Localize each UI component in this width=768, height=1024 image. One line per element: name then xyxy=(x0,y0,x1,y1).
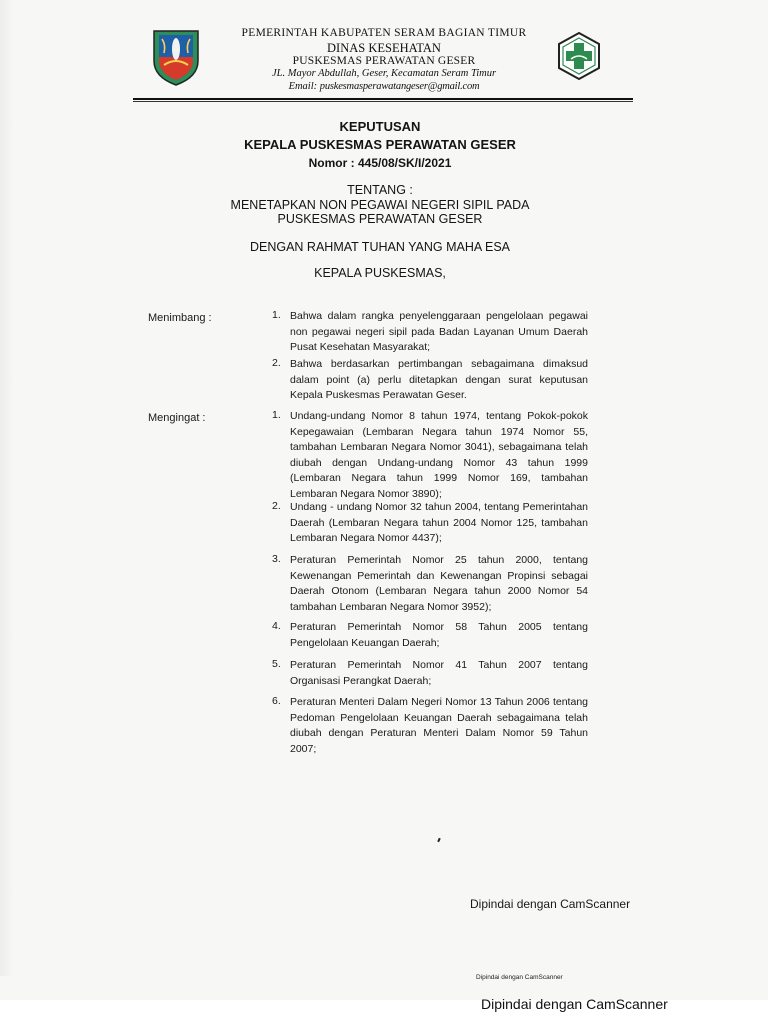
letterhead-rule-thin xyxy=(133,101,633,102)
item-text: Undang-undang Nomor 8 tahun 1974, tentang Pokok-pokok Kepegawaian (Lembaran Negara tahun 1974 Nomor 55, tambahan Lembaran Negara Nomor 3041), sebagaimana telah diubah dengan Undang-undang Nomor 43 tahun 1999 (Lembaran Negara tahun 1999 Nomor 169, tambahan Lembaran Negara Nomor 3890); xyxy=(290,410,588,500)
tentang-heading: TENTANG : xyxy=(347,183,413,197)
email-value: puskesmasperawatangeser@gmail.com xyxy=(319,81,480,92)
item-text: Peraturan Menteri Dalam Negeri Nomor 13 Tahun 2006 tentang Pedoman Pengelolaan Keuangan Daerah sebagaimana telah diubah dengan Peraturan Menteri Dalam Nomor 59 Tahun 2007; xyxy=(290,696,588,755)
email-label: Email: xyxy=(288,81,318,92)
item-number: 5. xyxy=(272,658,281,670)
letterhead-email xyxy=(0,81,768,92)
invocation: DENGAN RAHMAT TUHAN YANG MAHA ESA xyxy=(249,240,510,254)
letterhead-rule xyxy=(133,98,633,100)
letterhead-institution: PUSKESMAS PERAWATAN GESER xyxy=(292,55,476,67)
item-text: Peraturan Pemerintah Nomor 41 Tahun 2007 tentang Organisasi Perangkat Daerah; xyxy=(290,659,588,687)
mengingat-label: Mengingat : xyxy=(148,412,206,424)
item-text: Undang - undang Nomor 32 tahun 2004, tentang Pemerintahan Daerah (Lembaran Negara tahun 2004 Nomor 125, tambahan Lembaran Negara Nomor 4437); xyxy=(290,501,588,545)
page-edge-shadow xyxy=(0,0,14,976)
menimbang-label: Menimbang : xyxy=(148,312,212,324)
subject-line-1: MENETAPKAN NON PEGAWAI NEGERI SIPIL PADA xyxy=(230,198,530,212)
subject-line-2: PUSKESMAS PERAWATAN GESER xyxy=(277,212,483,226)
item-number: 6. xyxy=(272,695,281,707)
decree-number-label: Nomor : xyxy=(308,156,355,170)
issuer-title: KEPALA PUSKESMAS PERAWATAN GESER xyxy=(244,137,516,152)
item-number: 2. xyxy=(272,500,281,512)
document-type: KEPUTUSAN xyxy=(339,119,421,134)
letterhead-government: PEMERINTAH KABUPATEN SERAM BAGIAN TIMUR xyxy=(241,27,527,39)
item-number: 3. xyxy=(272,553,281,565)
signatory-heading: KEPALA PUSKESMAS, xyxy=(314,266,446,280)
camscanner-watermark: Dipindai dengan CamScanner xyxy=(470,897,631,911)
item-number: 4. xyxy=(272,620,281,632)
letterhead-department: DINAS KESEHATAN xyxy=(327,41,441,55)
letterhead-address: JL. Mayor Abdullah, Geser, Kecamatan Seram Timur xyxy=(271,68,497,79)
decree-number xyxy=(120,156,640,170)
item-number: 2. xyxy=(272,357,281,369)
item-text: Bahwa dalam rangka penyelenggaraan pengelolaan pegawai non pegawai negeri sipil pada Badan Layanan Umum Daerah Pusat Kesehatan Masyarakat; xyxy=(290,310,588,354)
camscanner-footer: Dipindai dengan CamScanner xyxy=(481,996,668,1012)
item-text: Peraturan Pemerintah Nomor 58 Tahun 2005 tentang Pengelolaan Keuangan Daerah; xyxy=(290,621,588,649)
decree-number-value: 445/08/SK/I/2021 xyxy=(357,156,452,170)
item-number: 1. xyxy=(272,309,281,321)
puskesmas-cross-logo-icon xyxy=(555,31,603,81)
scan-speck xyxy=(437,838,441,842)
item-text: Peraturan Pemerintah Nomor 25 tahun 2000, tentang Kewenangan Pemerintah dan Kewenangan Propinsi sebagai Daerah Otonom (Lembaran Negara tahun 2000 Nomor 54 tambahan Lembaran Negara Nomor 3952); xyxy=(290,554,588,613)
camscanner-watermark-small: Dipindai dengan CamScanner xyxy=(476,974,563,981)
item-text: Bahwa berdasarkan pertimbangan sebagaimana dimaksud dalam point (a) perlu ditetapkan dengan surat keputusan Kepala Puskesmas Perawatan Geser. xyxy=(290,358,588,402)
item-number: 1. xyxy=(272,409,281,421)
